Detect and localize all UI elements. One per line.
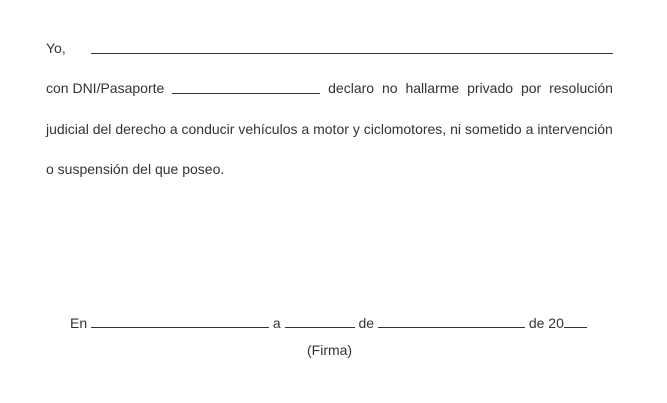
name-blank[interactable] (91, 40, 613, 54)
word: ciclomotores, (363, 121, 447, 137)
word: y (352, 121, 360, 137)
dni-line (46, 80, 613, 96)
declaration-line-3 (46, 121, 613, 137)
word: a (169, 121, 178, 137)
word: no (381, 80, 398, 96)
de-label: de (358, 315, 375, 331)
word: judicial (46, 121, 89, 137)
word: resolución (549, 80, 613, 96)
word: sometido (464, 121, 522, 137)
word: del (92, 121, 112, 137)
declarant-name-line (46, 40, 613, 56)
yo-label: Yo, (46, 40, 66, 56)
place-date-line (70, 314, 587, 331)
word: a (301, 121, 310, 137)
year-blank[interactable] (564, 314, 587, 328)
year-label: de 20 (528, 315, 564, 331)
day-blank[interactable] (285, 314, 355, 328)
word: declaro (328, 80, 375, 96)
word: vehículos (238, 121, 298, 137)
word: intervención (537, 121, 613, 137)
signature-label: (Firma) (307, 342, 353, 358)
a-label: a (272, 315, 281, 331)
word: motor (313, 121, 349, 137)
declaration-line-4: o suspensión del que poseo. (46, 161, 225, 177)
dni-blank[interactable] (172, 80, 320, 94)
word: ni (450, 121, 461, 137)
word: a (525, 121, 534, 137)
word: privado (467, 80, 514, 96)
word: conducir (181, 121, 235, 137)
month-blank[interactable] (378, 314, 525, 328)
place-blank[interactable] (91, 314, 269, 328)
word: por (520, 80, 542, 96)
en-label: En (70, 315, 88, 331)
dni-label: con DNI/Pasaporte (46, 80, 165, 96)
word: hallarme (405, 80, 460, 96)
word: derecho (115, 121, 166, 137)
